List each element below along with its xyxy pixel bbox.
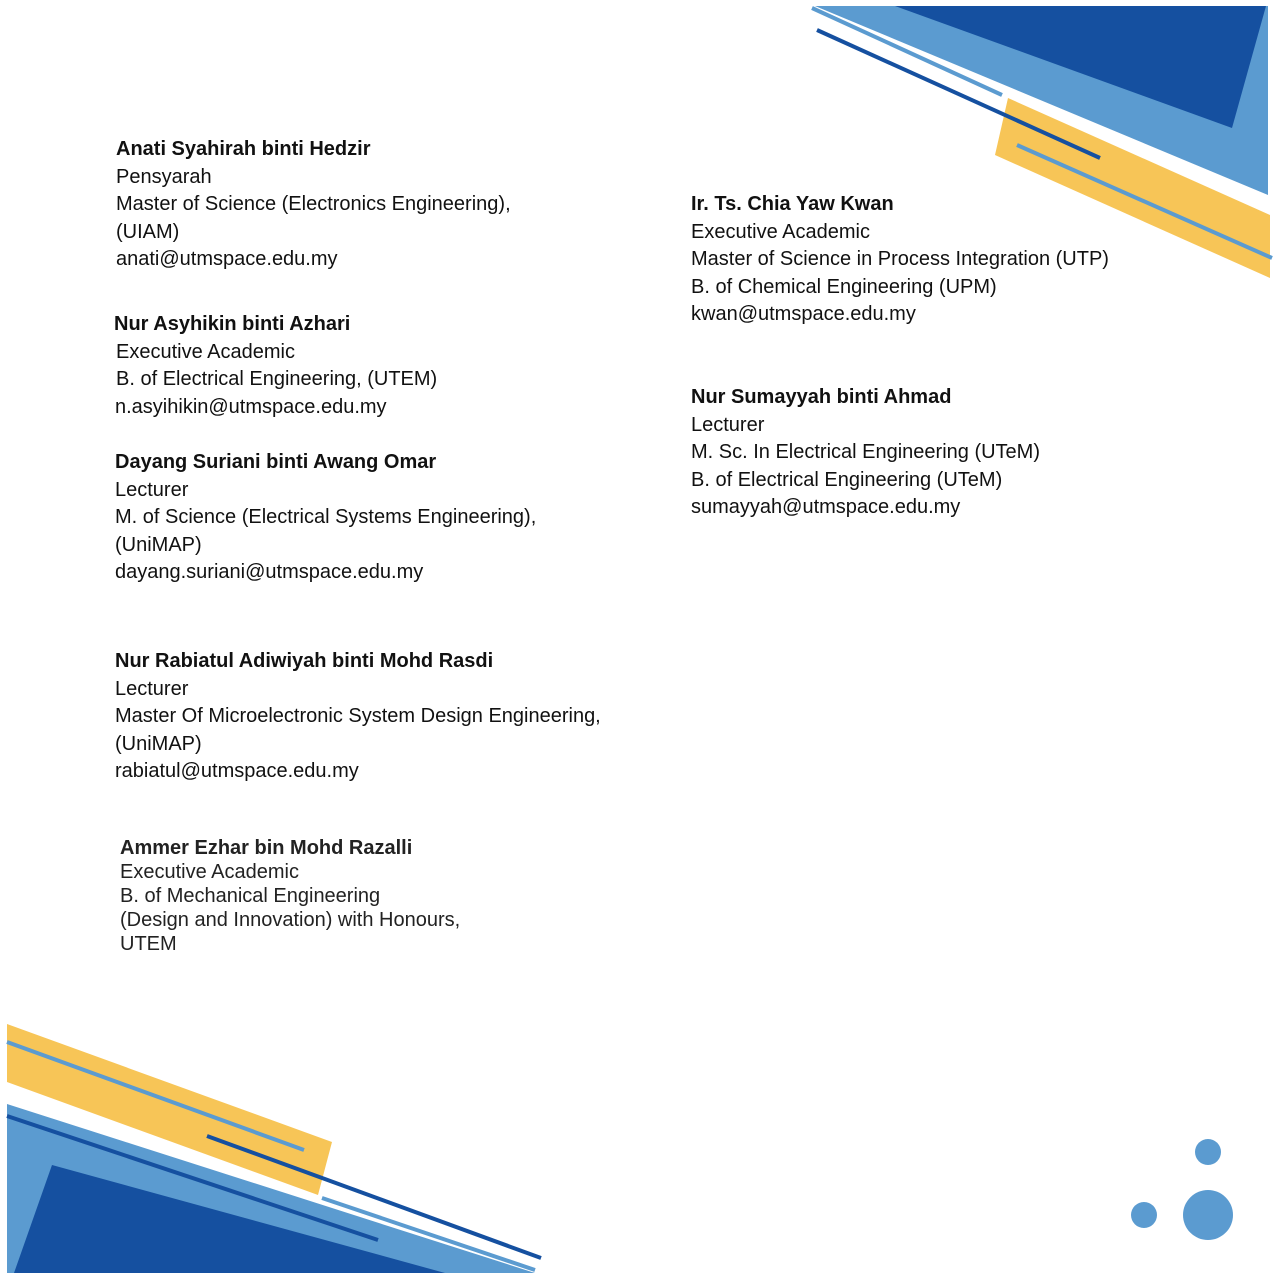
staff-qualification: Master Of Microelectronic System Design Engineering, <box>115 705 601 727</box>
staff-entry-dayang <box>115 449 536 587</box>
staff-position: Executive Academic <box>120 861 299 883</box>
staff-email: sumayyah@utmspace.edu.my <box>691 496 961 518</box>
staff-email: rabiatul@utmspace.edu.my <box>115 760 359 782</box>
staff-qualification: B. of Electrical Engineering (UTeM) <box>691 468 1003 491</box>
staff-institution: (UniMAP) <box>115 533 202 556</box>
staff-institution: (UniMAP) <box>115 732 202 755</box>
staff-qualification: M. of Science (Electrical Systems Engineering), <box>115 506 537 528</box>
staff-position: Pensyarah <box>116 165 212 188</box>
staff-qualification-detail: (Design and Innovation) with Honours, <box>120 909 461 931</box>
staff-name: Ir. Ts. Chia Yaw Kwan <box>691 193 894 215</box>
staff-position: Executive Academic <box>116 340 295 363</box>
staff-entry-asyhikin <box>114 311 437 421</box>
staff-position: Executive Academic <box>691 220 870 243</box>
staff-qualification: Master of Science (Electronics Engineering), <box>116 193 511 215</box>
staff-name: Nur Sumayyah binti Ahmad <box>691 386 952 408</box>
decorative-dot-small-top <box>1195 1139 1221 1165</box>
staff-name: Anati Syahirah binti Hedzir <box>116 138 371 160</box>
staff-email: n.asyihikin@utmspace.edu.my <box>115 395 387 418</box>
staff-entry-rabiatul <box>115 648 601 786</box>
staff-email: anati@utmspace.edu.my <box>116 248 338 270</box>
staff-position: Lecturer <box>115 478 189 501</box>
staff-email: kwan@utmspace.edu.my <box>691 303 916 325</box>
staff-qualification: M. Sc. In Electrical Engineering (UTeM) <box>691 441 1041 463</box>
staff-name: Nur Rabiatul Adiwiyah binti Mohd Rasdi <box>115 650 494 672</box>
staff-institution: (UIAM) <box>116 220 180 243</box>
decorative-dot-large <box>1183 1190 1233 1240</box>
staff-name: Nur Asyhikin binti Azhari <box>114 313 351 335</box>
staff-entry-sumayyah <box>691 384 1040 522</box>
staff-qualification: Master of Science in Process Integration (UTP) <box>691 248 1109 270</box>
staff-name: Dayang Suriani binti Awang Omar <box>115 451 437 473</box>
staff-qualification: B. of Chemical Engineering (UPM) <box>691 275 997 298</box>
staff-qualification: B. of Mechanical Engineering <box>120 885 381 907</box>
staff-position: Lecturer <box>691 413 765 436</box>
staff-email: dayang.suriani@utmspace.edu.my <box>115 561 424 583</box>
staff-entry-anati <box>116 136 511 274</box>
staff-institution: UTEM <box>120 933 177 955</box>
staff-entry-ammer <box>120 836 460 956</box>
decorative-dot-small-left <box>1131 1202 1157 1228</box>
staff-position: Lecturer <box>115 677 189 700</box>
staff-name: Ammer Ezhar bin Mohd Razalli <box>120 837 413 859</box>
staff-entry-chia <box>691 191 1109 329</box>
staff-qualification: B. of Electrical Engineering, (UTEM) <box>116 368 438 390</box>
